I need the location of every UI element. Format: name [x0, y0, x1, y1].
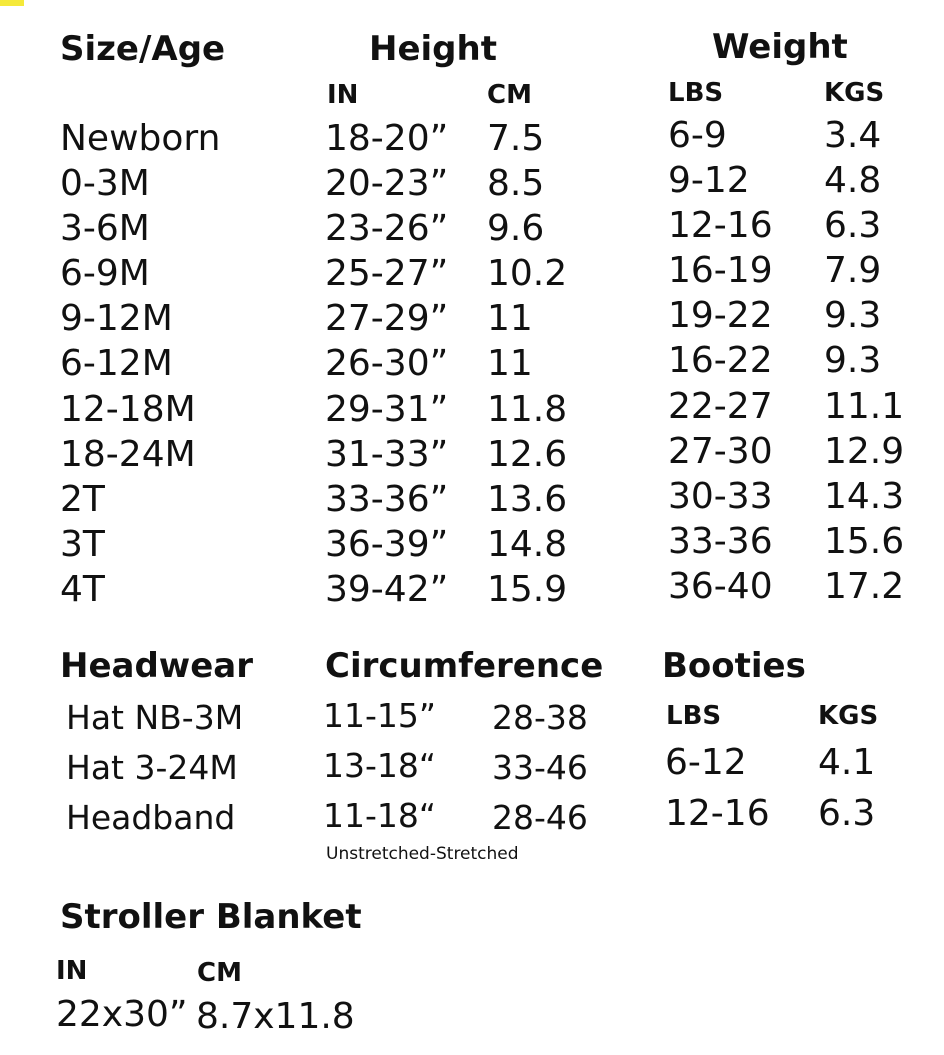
weight-lbs-cell: 36-40	[668, 566, 773, 607]
weight-lbs-cell: 9-12	[668, 160, 750, 201]
height-cm-cell: 9.6	[487, 208, 545, 249]
circumference-header: Circumference	[325, 646, 604, 686]
weight-kgs-cell: 12.9	[824, 431, 905, 472]
height-in-cell: 25-27”	[325, 253, 449, 294]
size-cell: 6-12M	[60, 343, 173, 384]
circumference-cm-cell: 28-38	[492, 698, 588, 737]
height-cm-cell: 10.2	[487, 253, 568, 294]
weight-kgs-cell: 7.9	[824, 250, 882, 291]
height-cm-cell: 11	[487, 298, 533, 339]
weight-lbs-cell: 22-27	[668, 386, 773, 427]
headwear-name-cell: Hat 3-24M	[66, 748, 238, 787]
headwear-name-cell: Hat NB-3M	[66, 698, 244, 737]
height-cm-cell: 8.5	[487, 163, 545, 204]
height-in-cell: 23-26”	[325, 208, 449, 249]
booties-lbs-subheader: LBS	[666, 701, 722, 731]
weight-lbs-cell: 6-9	[668, 115, 727, 156]
height-cm-cell: 14.8	[487, 524, 568, 565]
weight-lbs-cell: 16-19	[668, 250, 773, 291]
booties-header: Booties	[662, 646, 806, 686]
corner-accent	[0, 0, 24, 6]
weight-kgs-subheader: KGS	[824, 78, 885, 108]
weight-kgs-cell: 4.8	[824, 160, 882, 201]
height-cm-cell: 13.6	[487, 479, 568, 520]
weight-lbs-subheader: LBS	[668, 78, 724, 108]
weight-kgs-cell: 15.6	[824, 521, 905, 562]
height-cm-cell: 7.5	[487, 118, 545, 159]
weight-lbs-cell: 30-33	[668, 476, 773, 517]
circumference-cm-cell: 33-46	[492, 748, 588, 787]
blanket-cm-subheader: CM	[197, 958, 242, 988]
headwear-name-cell: Headband	[66, 798, 236, 837]
headwear-header: Headwear	[60, 646, 253, 686]
height-in-cell: 27-29”	[325, 298, 449, 339]
booties-kgs-cell: 6.3	[818, 793, 876, 834]
weight-header: Weight	[712, 27, 848, 67]
height-in-cell: 33-36”	[325, 479, 449, 520]
size-cell: 18-24M	[60, 434, 196, 475]
height-in-cell: 20-23”	[325, 163, 449, 204]
height-in-cell: 36-39”	[325, 524, 449, 565]
height-in-cell: 26-30”	[325, 343, 449, 384]
size-cell: 12-18M	[60, 389, 196, 430]
weight-kgs-cell: 6.3	[824, 205, 882, 246]
height-cm-cell: 11.8	[487, 389, 568, 430]
blanket-in-subheader: IN	[56, 956, 88, 986]
height-in-cell: 31-33”	[325, 434, 449, 475]
weight-lbs-cell: 27-30	[668, 431, 773, 472]
weight-lbs-cell: 19-22	[668, 295, 773, 336]
circumference-in-cell: 11-18“	[323, 796, 436, 835]
weight-lbs-cell: 12-16	[668, 205, 773, 246]
stretch-note: Unstretched-Stretched	[326, 844, 519, 864]
booties-lbs-cell: 6-12	[665, 742, 747, 783]
weight-kgs-cell: 11.1	[824, 386, 905, 427]
circumference-cm-cell: 28-46	[492, 798, 588, 837]
height-in-cell: 39-42”	[325, 569, 449, 610]
weight-lbs-cell: 33-36	[668, 521, 773, 562]
size-cell: 0-3M	[60, 163, 150, 204]
size-cell: 3T	[60, 524, 105, 565]
weight-kgs-cell: 9.3	[824, 340, 882, 381]
height-header: Height	[369, 29, 497, 69]
size-cell: 4T	[60, 569, 105, 610]
height-cm-cell: 12.6	[487, 434, 568, 475]
size-cell: Newborn	[60, 118, 221, 159]
weight-lbs-cell: 16-22	[668, 340, 773, 381]
size-cell: 9-12M	[60, 298, 173, 339]
height-cm-cell: 15.9	[487, 569, 568, 610]
stroller-blanket-header: Stroller Blanket	[60, 897, 362, 937]
height-cm-cell: 11	[487, 343, 533, 384]
size-cell: 2T	[60, 479, 105, 520]
height-cm-subheader: CM	[487, 80, 532, 110]
circumference-in-cell: 11-15”	[323, 696, 436, 735]
size-age-header: Size/Age	[60, 29, 226, 69]
weight-kgs-cell: 14.3	[824, 476, 905, 517]
booties-lbs-cell: 12-16	[665, 793, 770, 834]
booties-kgs-cell: 4.1	[818, 742, 876, 783]
weight-kgs-cell: 17.2	[824, 566, 905, 607]
height-in-subheader: IN	[327, 80, 359, 110]
height-in-cell: 18-20”	[325, 118, 449, 159]
weight-kgs-cell: 9.3	[824, 295, 882, 336]
circumference-in-cell: 13-18“	[323, 746, 436, 785]
height-in-cell: 29-31”	[325, 389, 449, 430]
size-cell: 3-6M	[60, 208, 150, 249]
blanket-cm-value: 8.7x11.8	[196, 996, 355, 1037]
booties-kgs-subheader: KGS	[818, 701, 879, 731]
weight-kgs-cell: 3.4	[824, 115, 882, 156]
blanket-in-value: 22x30”	[56, 994, 188, 1035]
size-cell: 6-9M	[60, 253, 150, 294]
